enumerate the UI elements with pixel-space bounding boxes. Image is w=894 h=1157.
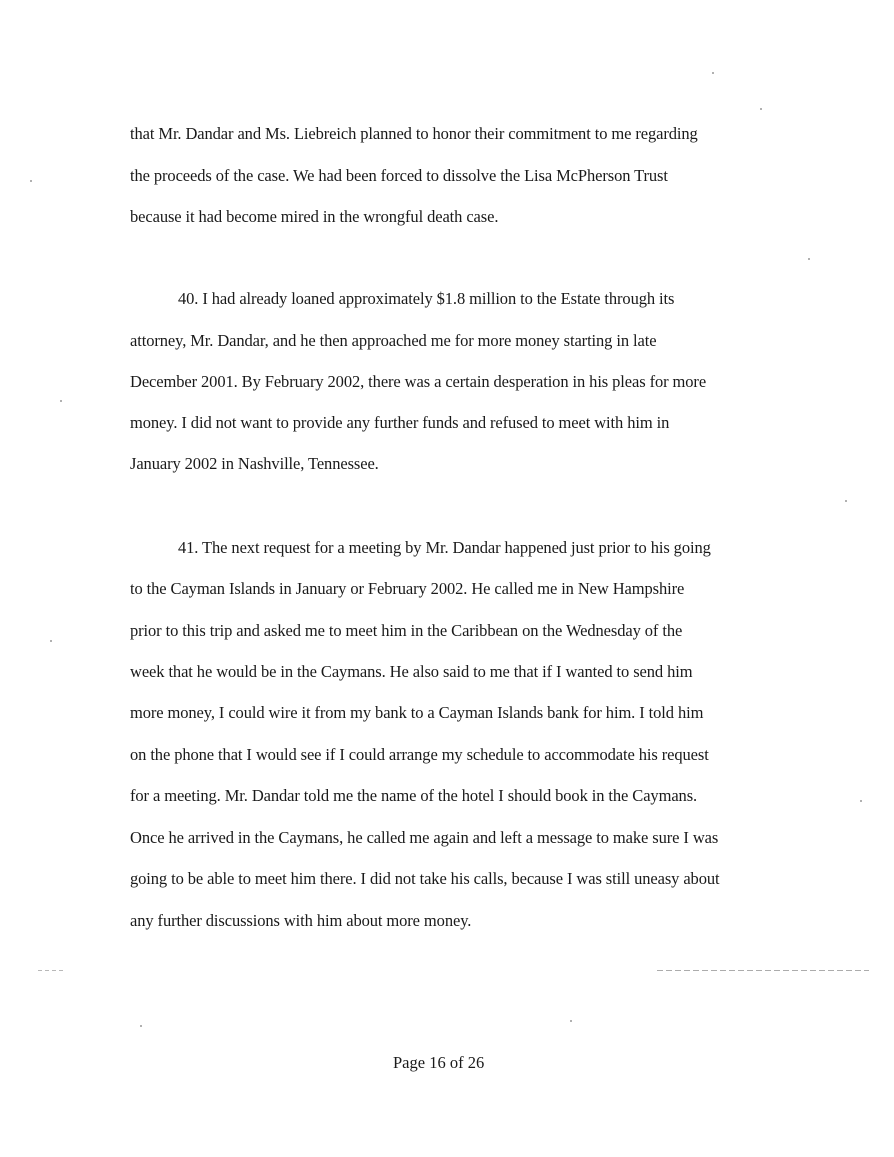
text-line: more money, I could wire it from my bank to a Cayman Islands bank for him. I told him (130, 703, 704, 722)
text-line: because it had become mired in the wrongful death case. (130, 207, 499, 226)
text-line: the proceeds of the case. We had been forced to dissolve the Lisa McPherson Trust (130, 166, 668, 185)
text-line: prior to this trip and asked me to meet him in the Caribbean on the Wednesday of the (130, 621, 683, 640)
scan-speck (760, 108, 762, 110)
scan-speck (30, 180, 32, 182)
text-line: money. I did not want to provide any further funds and refused to meet with him in (130, 413, 670, 432)
scan-speck (570, 1020, 572, 1022)
text-line: attorney, Mr. Dandar, and he then approached me for more money starting in late (130, 331, 657, 350)
scan-speck (60, 400, 62, 402)
page-number: Page 16 of 26 (393, 1053, 485, 1072)
text-line: 40. I had already loaned approximately $1.8 million to the Estate through its (178, 289, 675, 308)
scan-artifact-line (657, 970, 869, 971)
text-line: going to be able to meet him there. I did not take his calls, because I was still uneasy about (130, 869, 720, 888)
text-line: any further discussions with him about more money. (130, 911, 472, 930)
scan-speck (808, 258, 810, 260)
scan-speck (845, 500, 847, 502)
text-line: December 2001. By February 2002, there was a certain desperation in his pleas for more (130, 372, 707, 391)
text-line: 41. The next request for a meeting by Mr. Dandar happened just prior to his going (178, 538, 711, 557)
text-line: that Mr. Dandar and Ms. Liebreich planned to honor their commitment to me regarding (130, 124, 698, 143)
text-line: on the phone that I would see if I could arrange my schedule to accommodate his request (130, 745, 709, 764)
scan-artifact-line (38, 970, 66, 971)
scan-speck (140, 1025, 142, 1027)
text-line: to the Cayman Islands in January or February 2002. He called me in New Hampshire (130, 579, 685, 598)
scan-speck (50, 640, 52, 642)
scan-speck (712, 72, 714, 74)
text-line: for a meeting. Mr. Dandar told me the name of the hotel I should book in the Caymans. (130, 786, 698, 805)
text-line: January 2002 in Nashville, Tennessee. (130, 454, 379, 473)
text-line: week that he would be in the Caymans. He also said to me that if I wanted to send him (130, 662, 693, 681)
text-line: Once he arrived in the Caymans, he called me again and left a message to make sure I was (130, 828, 719, 847)
scan-speck (860, 800, 862, 802)
